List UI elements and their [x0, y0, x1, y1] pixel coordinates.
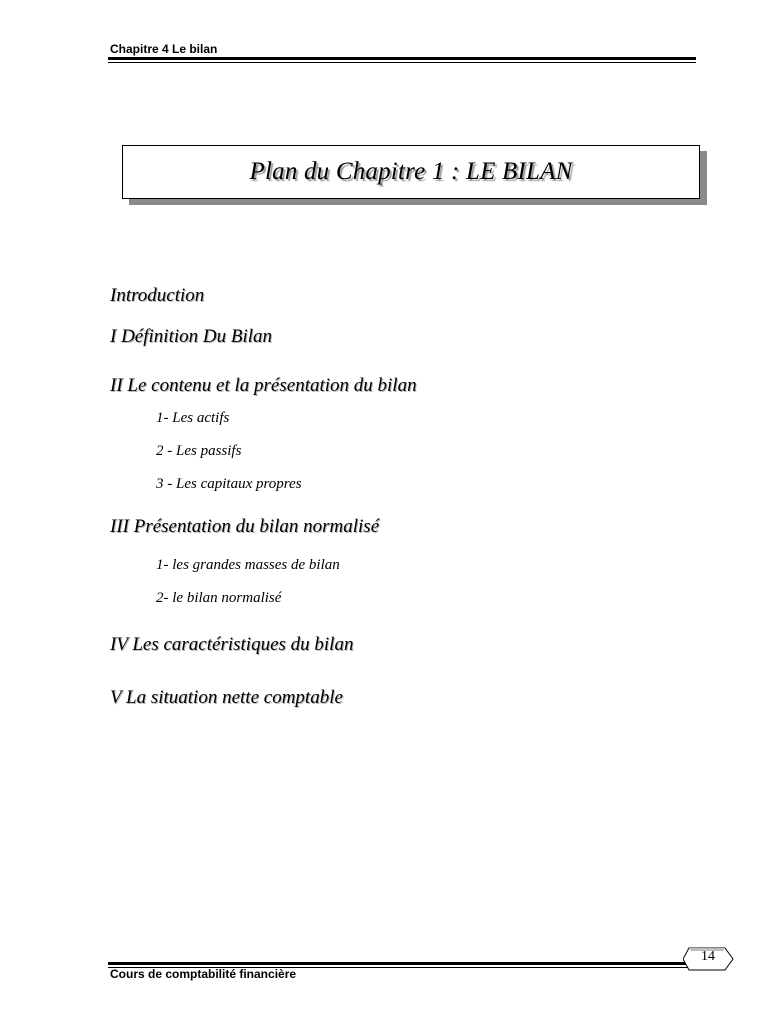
outline-section-4: IV Les caractéristiques du bilan — [110, 634, 354, 655]
header-divider-thin — [108, 62, 696, 63]
outline-section-2-item: 2 - Les passifs — [156, 443, 242, 459]
chapter-title-box — [122, 145, 700, 199]
outline-section-3-item: 1- les grandes masses de bilan — [156, 557, 340, 573]
header-divider-thick — [108, 57, 696, 60]
chapter-title-prefix: Plan du Chapitre 1 : — [249, 158, 466, 185]
page-number: 14 — [701, 949, 715, 964]
running-header: Chapitre 4 Le bilan — [110, 42, 218, 56]
outline-section-2-item: 3 - Les capitaux propres — [156, 476, 302, 492]
outline-section-5: V La situation nette comptable — [110, 687, 343, 708]
running-footer: Cours de comptabilité financière — [110, 967, 297, 981]
chapter-title-name: LE BILAN — [465, 158, 573, 185]
outline-section-3-item: 2- le bilan normalisé — [156, 590, 282, 606]
outline-section-3: III Présentation du bilan normalisé — [110, 516, 380, 537]
outline-section-1: I Définition Du Bilan — [110, 326, 273, 347]
footer-divider-thick — [108, 962, 688, 965]
page-number-badge — [683, 947, 735, 971]
chapter-title — [250, 158, 573, 186]
outline-introduction: Introduction — [110, 285, 205, 306]
header-divider — [108, 57, 696, 63]
outline-section-2-item: 1- Les actifs — [156, 410, 230, 426]
outline-section-2: II Le contenu et la présentation du bilan — [110, 375, 417, 396]
